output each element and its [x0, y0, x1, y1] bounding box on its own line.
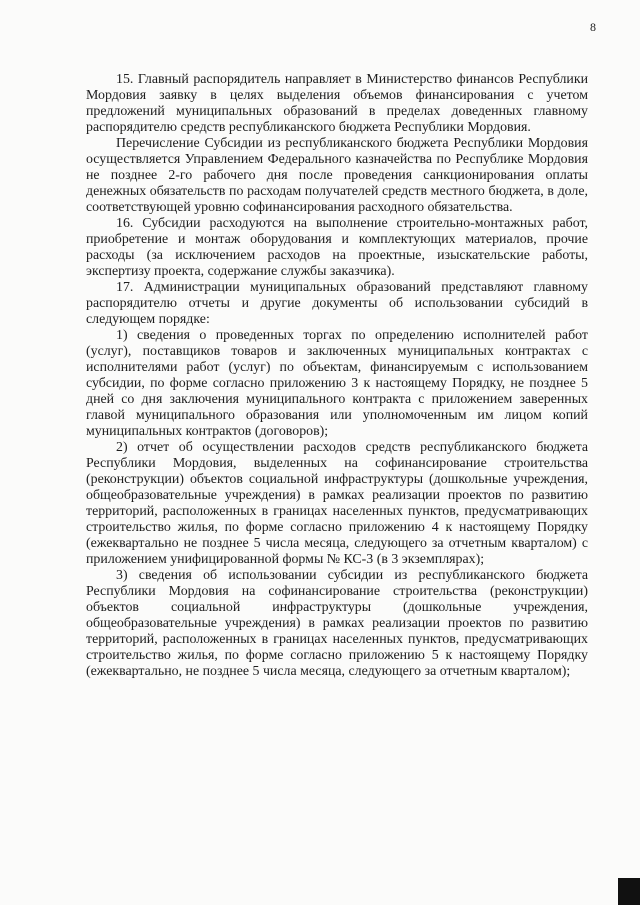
page-number: 8 — [590, 20, 596, 34]
list-item-1-tenders: 1) сведения о проведенных торгах по определению исполнителей работ (услуг), поставщиков товаров и заключенных муниципальных контрактах с исполнителями работ (услуг) по объектам, финансируемым с использованием субсидии, по форме согласно приложению 3 к настоящему Порядку, не позднее 5 дней со дня заключения муниципального контракта с приложением заверенных главой муниципального образования или уполномоченным им лицом копий муниципальных контрактов (договоров); — [86, 328, 588, 439]
document-body — [86, 72, 588, 680]
paragraph-subsidy-transfer: Перечисление Субсидии из республиканского бюджета Республики Мордовия осуществляется Управлением Федерального казначейства по Республике Мордовия не позднее 2-го рабочего дня после проведения санкционирования оплаты денежных обязательств по расходам получателей средств местного бюджета, в доле, соответствующей уровню софинансирования расходного обязательства. — [86, 136, 588, 215]
paragraph-16-subsidy-use: 16. Субсидии расходуются на выполнение строительно-монтажных работ, приобретение и монтаж оборудования и комплектующих материалов, прочие расходы (за исключением расходов на проектные, изыскательские работы, экспертизу проекта, содержание службы заказчика). — [86, 216, 588, 279]
list-item-3-usage-info: 3) сведения об использовании субсидии из республиканского бюджета Республики Мордовия на софинансирование строительства (реконструкции) объектов социальной инфраструктуры (дошкольные учреждения, общеобразовательные учреждения) в рамках реализации проектов по развитию территорий, расположенных в границах населенных пунктов, предусматривающих строительство жилья, по форме согласно приложению 5 к настоящему Порядку (ежеквартально, не позднее 5 числа месяца, следующего за отчетным кварталом); — [86, 568, 588, 679]
paragraph-15-application: 15. Главный распорядитель направляет в Министерство финансов Республики Мордовия заявку в целях выделения объемов финансирования с учетом предложений муниципальных образований в пределах доведенных главному распорядителю средств республиканского бюджета Республики Мордовия. — [86, 72, 588, 135]
paragraph-17-reports: 17. Администрации муниципальных образований представляют главному распорядителю отчеты и другие документы об использовании субсидий в следующем порядке: — [86, 280, 588, 327]
scan-edge-mark — [618, 878, 640, 905]
list-item-2-expense-report: 2) отчет об осуществлении расходов средств республиканского бюджета Республики Мордовия, выделенных на софинансирование строительства (реконструкции) объектов социальной инфраструктуры (дошкольные учреждения, общеобразовательные учреждения) в рамках реализации проектов по развитию территорий, расположенных в границах населенных пунктов, предусматривающих строительство жилья, по форме согласно приложению 4 к настоящему Порядку (ежеквартально не позднее 5 числа месяца, следующего за отчетным кварталом) с приложением унифицированной формы № КС-3 (в 3 экземплярах); — [86, 440, 588, 567]
